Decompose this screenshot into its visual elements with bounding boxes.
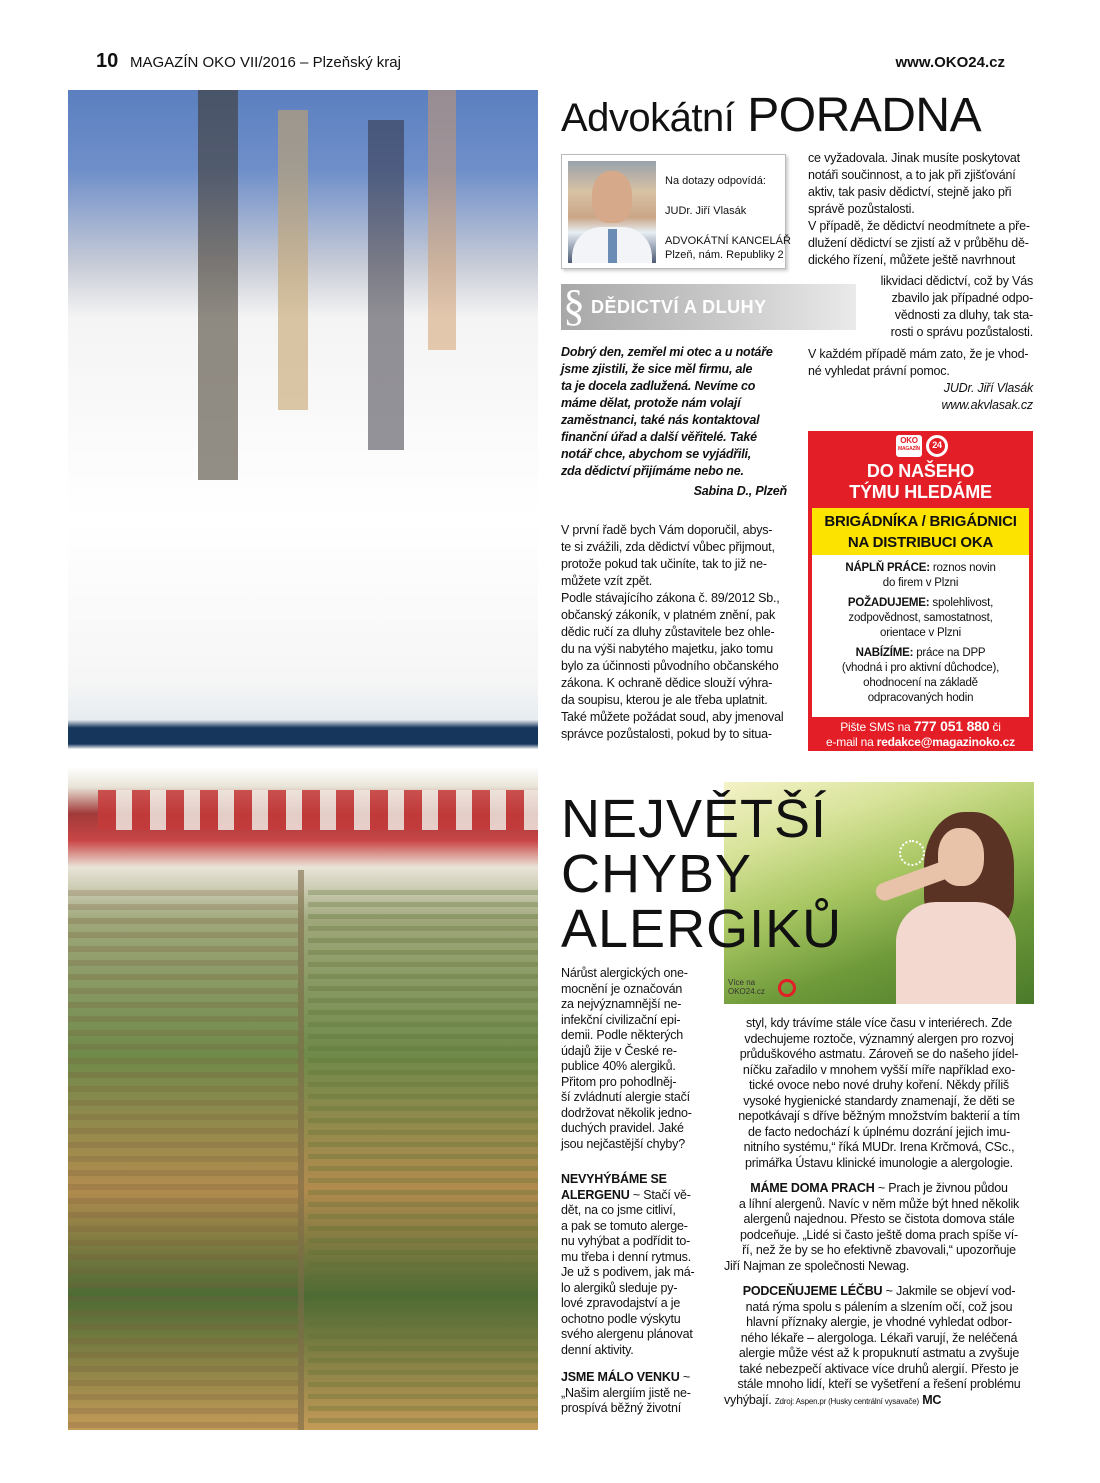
ad-contact-text: e-mail na [826,735,874,749]
section-title: DĚDICTVÍ A DLUHY [591,297,767,317]
c2-line: a líhní alergenů. Navíc v něm může být hned několik [738,1196,1020,1211]
lawyer-name: JUDr. Jiří Vlasák [665,205,747,217]
ad-headline-line: DO NAŠEHO [866,461,975,481]
section-line: nu vyhýbat a podřídit to- [561,1234,691,1248]
answer-line: bylo za účinnosti původního občanského [561,659,779,673]
s4-heading: PODCEŇUJEME LÉČBU [742,1284,883,1298]
lawyer-office: ADVOKÁTNÍ KANCELÁŘ [665,235,791,247]
q24-logo-icon [778,979,796,997]
section-line [561,1188,708,1204]
section-line [561,1370,708,1386]
ad-headline [808,461,1033,503]
ad-email[interactable]: redakce@magazinoko.cz [876,735,1015,749]
poradna-title-a: Advokátní [561,96,735,140]
answer-column-left [561,522,787,743]
answer-column-right-a [808,150,1033,269]
intro-line: Nárůst alergických one- [561,966,688,980]
answer-line: protože pokud tak učiníte, tak to již ne- [561,557,767,571]
photo-more-link[interactable] [728,978,765,996]
s1-heading-b: ALERGENU [561,1187,630,1202]
c2-line: nepotkávají s dříve běžným množstvím bakterií a tím [738,1109,1020,1123]
answer-line: V první řadě bych Vám doporučil, abys- [561,523,773,537]
answer-line: Podle stávajícího zákona č. 89/2012 Sb., [561,591,780,605]
intro-line: infekční civilizační epi- [561,1012,681,1027]
c2-line: průduškového astmatu. Zároveň se do našeho jídel- [739,1047,1019,1061]
section-line: Je už s podivem, jak má- [561,1265,695,1279]
lawyer-box [561,154,791,269]
answer-line: vědnosti za dluhy, tak sta- [894,308,1033,322]
section-line: a pak se tomuto alerge- [561,1218,688,1233]
intro-line: mocnění je označován [561,981,683,996]
answer-line: dědic ručí za dluhy zůstavitele bez ohle- [561,625,775,639]
ad-contact [808,719,1033,750]
section-line: lové zpravodajství a je [561,1296,681,1310]
answer-line: aktiv, tak pasiv dědictví, stejně jako při [808,185,1012,199]
intro-line: jsou nejčastější chyby? [561,1136,685,1151]
article-author: MC [922,1392,942,1407]
s2-text: ~ [682,1370,690,1384]
ad-req-text: orientace v Plzni [880,627,961,639]
c2-line: níčku zařadilo v mnohem vyšší míře například exo- [742,1062,1016,1077]
ad-contact-text: Pište SMS na [840,720,911,734]
answer-line: Také můžete požádat soud, aby jmenoval [561,710,784,724]
site-url[interactable]: www.OKO24.cz [895,54,1005,71]
question-line: notář chce, abychom se vyjádřili, [561,447,752,461]
ad-offer-label: NABÍZÍME: [855,647,914,659]
c2-line: alergie může vést až k propuknutí astmatu a zvyšuje [738,1346,1020,1360]
s4-text: ~ Jakmile se objeví vod- [885,1284,1016,1298]
allergy-title [561,789,843,959]
c2-paragraph [724,1181,1034,1274]
intro-line: publice 40% alergiků. [561,1059,676,1073]
section-line: prospívá běžný životní [561,1401,681,1415]
dandelion-icon [899,840,925,866]
answer-line: te si zvážili, zda dědictví vůbec přijmout, [561,540,775,554]
c2-line [724,1284,1034,1300]
ad-req-text: zodpovědnost, samostatnost, [848,612,993,624]
c2-line: tické ovoce nebo nové druhy koření. Někdy příliš [749,1078,1009,1092]
answer-line: občanský zákoník, v platném znění, pak [561,608,776,622]
c2-paragraph [724,1284,1034,1409]
ad-contact-mail [808,735,1033,750]
ad-contact-sms [808,719,1033,735]
section-line: mu třeba i denní rytmus. [561,1249,691,1264]
answer-line: správě pozůstalosti. [808,202,915,216]
c2-line: alergenů najednou. Přesto se čistota domova stále [743,1212,1015,1226]
c2-line: ného lékaře – alergologa. Lékaři varují, že neléčená [740,1330,1018,1345]
intro-line: duchých pravidel. Jaké [561,1121,684,1135]
c2-line: Jiří Najman ze společnosti Newag. [724,1258,910,1273]
c2-line: podceňuje. „Lidé si často ještě doma prach spíše ví- [740,1227,1018,1242]
intro-line: údajů žije v České re- [561,1043,677,1058]
answer-line: zbavilo jak případné odpo- [891,291,1033,305]
answer-line: né vyhledat právní pomoc. [808,364,950,378]
question-line: Dobrý den, zemřel mi otec a u notáře [561,345,773,359]
intro-line: Přitom pro pohodlněj- [561,1074,677,1089]
ad-position-line: BRIGÁDNÍKA / BRIGÁDNICI [824,513,1017,530]
ad-offer-text: ohodnocení na základě [863,677,978,689]
oko-logo-text: OKO [900,436,918,445]
answer-column-right-b [860,273,1033,341]
answer-line: rosti o správu pozůstalosti. [890,325,1033,339]
allergy-title-line: NEJVĚTŠÍ [561,789,828,849]
ad-offer-text: práce na DPP [916,647,986,659]
section-heading [561,1172,708,1188]
oko-logo [896,435,922,457]
answer-line: dického řízení, můžete ještě navrhnout [808,253,1016,267]
c2-line: také nebezpečí aktivace více druhů alergií. Přesto je [739,1361,1019,1376]
c2-line: styl, kdy trávíme stále více času v interiérech. Zde [745,1016,1013,1030]
ad-contact-text: či [992,720,1001,734]
question-line: finanční úřad a další věřitelé. Také [561,430,757,444]
intro-line: demii. Podle některých [561,1028,684,1042]
paragraph-icon: § [563,281,585,330]
page-number: 10 [96,50,119,72]
section-bar [561,281,856,330]
c2-line [724,1181,1034,1197]
ad-offer [812,646,1029,706]
c2-line: primářka Ústavu klinické imunologie a alergologie. [745,1155,1013,1170]
s4-text: vyhýbají. [724,1392,772,1407]
c2-line [724,1393,1034,1410]
c2-line: vysoké hygienické standardy znamenají, že děti se [743,1093,1015,1108]
answer-line: likvidaci dědictví, což by Vás [880,274,1033,288]
oko-logo-subtext: MAGAZÍN [898,446,920,452]
answer-line: správce pozůstalosti, pokud by to situa- [561,727,772,741]
section-line: lo alergiků sleduje py- [561,1280,678,1295]
ad-work [812,561,1029,591]
ad-offer-text: odpracovaných hodin [867,692,974,704]
intro-line: ší zvládnutí alergie stačí [561,1090,690,1104]
recruitment-ad [808,431,1033,751]
ad-work-label: NÁPLŇ PRÁCE: [845,562,930,574]
allergy-title-line: ALERGIKŮ [561,899,843,959]
poradna-title-b: PORADNA [747,89,982,142]
question-line: ta je docela zadlužená. Nevíme co [561,379,756,393]
c2-line: de facto nedochází k úplnému dozrání jejich imu- [747,1124,1011,1139]
answer-line: da soupisu, kterou je ale třeba uplatnit. [561,693,768,707]
c2-paragraph [724,1016,1034,1171]
answer-line: zákona. K ochraně dědice slouží výhra- [561,676,773,690]
answer-column-right-c [808,346,1033,380]
intro-line: za nejvýznamnější ne- [561,997,682,1011]
c2-line: vdechujeme roztoče, významný alergen pro rozvoj [744,1031,1014,1046]
allergy-title-line: CHYBY [561,844,753,904]
ad-req-text: spolehlivost, [932,597,994,609]
ad-details [812,555,1029,717]
s2-heading: JSME MÁLO VENKU [561,1370,680,1384]
c2-line: stále mnoho lidí, kteří se vyšetření a řešení problému [737,1377,1021,1391]
reader-question [561,344,787,480]
c2-line: hlavní příznaky alergie, je vhodné vyhledat odbor- [746,1315,1012,1329]
c2-line: nitního systému,“ říká MUDr. Irena Krčmová, CSc., [743,1140,1015,1154]
c2-line: natá rýma spolu s pálením a slzením očí, což jsou [745,1299,1013,1314]
question-line: zda dědictví přijímáme nebo ne. [561,464,744,478]
question-signature: Sabina D., Plzeň [693,484,787,498]
question-line: jsme zjistili, že sice měl firmu, ale [561,362,753,376]
allergy-intro [561,966,708,1152]
poradna-title [561,88,981,143]
article-source: Zdroj: Aspen.pr (Husky centrální vysavače) [774,1396,919,1406]
answer-signature-name: JUDr. Jiří Vlasák [943,381,1033,395]
allergy-column-1 [561,1172,708,1417]
answer-signature [808,380,1033,414]
answer-line: V případě, že dědictví neodmítnete a pře- [808,219,1030,233]
ad-phone[interactable]: 777 051 880 [913,718,990,734]
lawyer-answered-label: Na dotazy odpovídá: [665,175,766,187]
section-line: „Našim alergiím jistě ne- [561,1385,691,1400]
answer-line: ce vyžadovala. Jinak musíte poskytovat [808,151,1020,165]
ad-requirements [812,596,1029,641]
ad-headline-line: TÝMU HLEDÁME [849,482,992,502]
answer-line: notáři součinnost, a to jak při zjišťování [808,168,1016,182]
answer-line: V každém případě mám zato, že je vhod- [808,347,1029,361]
allergy-column-2 [724,1016,1034,1419]
ad-work-text: roznos novin [932,562,996,574]
question-line: máme dělat, protože nám volají [561,396,741,410]
c2-line: ří, než že by se ho efektivně zbavovali,“ upozorňuje [742,1243,1016,1257]
section-line: denní aktivity. [561,1342,634,1357]
question-line: zaměstnanci, také nás kontaktoval [561,413,760,427]
answer-line: du na výši nabytého majetku, jako tomu [561,642,773,656]
ad-work-text: do firem v Plzni [882,577,959,589]
s3-text: ~ Prach je živnou půdou [877,1181,1008,1195]
ad-position-line: NA DISTRIBUCI OKA [847,534,994,551]
section-line: dět, na co jsme citliví, [561,1203,676,1217]
photo-more-text: Více na [728,978,756,987]
lawyer-address: Plzeň, nám. Republiky 2 [665,249,784,261]
lawyer-photo [568,161,656,263]
magazine-title: MAGAZÍN OKO VII/2016 – Plzeňský kraj [130,54,401,71]
section-line: ochotno podle výskytu [561,1311,681,1326]
ad-req-label: POŽADUJEME: [847,597,930,609]
left-photo [68,90,538,1430]
section-line: svého alergenu plánovat [561,1327,693,1341]
q24-logo-icon: 24 [926,435,948,457]
intro-line: dodržovat několik jedno- [561,1105,692,1120]
s1-heading-a: NEVYHÝBÁME SE [561,1172,667,1186]
answer-line: dlužení dědictví se zjistí až v průběhu dě- [808,236,1029,250]
answer-line: můžete vzít zpět. [561,574,653,588]
ad-position [812,508,1029,555]
answer-signature-web[interactable]: www.akvlasak.cz [941,398,1033,412]
photo-more-text: OKO24.cz [728,987,765,996]
s1-text: ~ Stačí vě- [632,1187,691,1202]
ad-offer-text: (vhodná i pro aktivní důchodce), [841,662,1000,674]
s3-heading: MÁME DOMA PRACH [750,1181,875,1195]
